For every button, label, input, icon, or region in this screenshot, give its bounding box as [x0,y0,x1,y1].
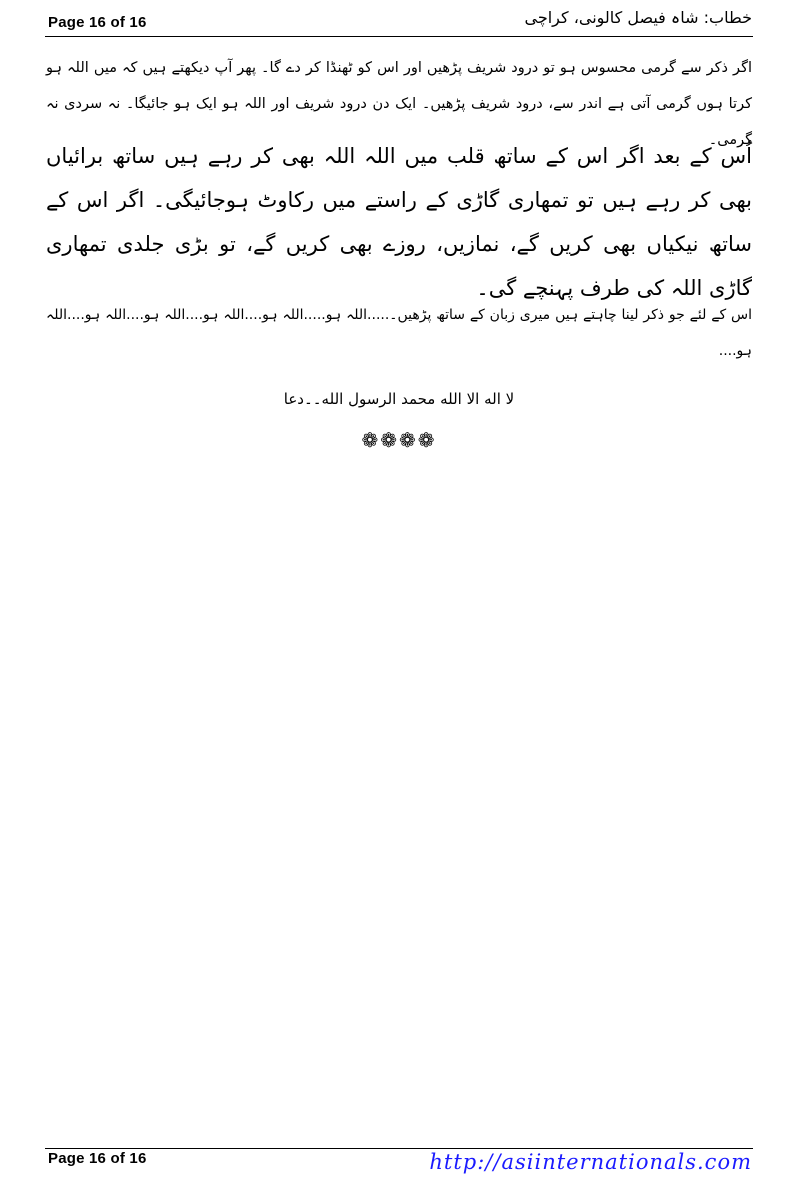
flower-ornament-icon: ❁❁❁❁ [361,428,437,452]
header-title: خطاب: شاہ فیصل کالونی، کراچی [524,8,752,27]
footer-website-link[interactable]: http://asiinternationals.com [429,1150,752,1174]
paragraph-2: اُس کے بعد اگر اس کے ساتھ قلب میں اللہ اللہ بھی کر رہے ہیں ساتھ برائیاں بھی کر رہے ہیں تو تمھاری گاڑی کے راستے میں رکاوٹ ہوجائیگی۔ اگر اس کے ساتھ نیکیاں بھی کریں گے، نمازیں، روزے بھی کریں گے، تو بڑی جلدی تمھاری گاڑی اللہ کی طرف پہنچے گی۔ [46,144,752,300]
footer-divider [45,1148,753,1149]
footer-page-number: Page 16 of 16 [48,1150,147,1167]
paragraph-3: اس کے لئے جو ذکر لینا چاہتے ہیں میری زبان کے ساتھ پڑھیں۔.....اللہ ہو.....اللہ ہو....اللہ ہو....اللہ ہو....اللہ ہو....اللہ ہو.... [46,307,752,359]
paragraph-1: اگر ذکر سے گرمی محسوس ہو تو درود شریف پڑھیں اور اس کو ٹھنڈا کر دے گا۔ پھر آپ دیکھتے ہیں کہ میں اللہ ہو کرتا ہوں گرمی آتی ہے اندر سے، درود شریف پڑھیں۔ ایک دن درود شریف اور اللہ ہو ایک ہو جائیگا۔ نہ سردی نہ گرمی۔ [46,60,752,148]
kalima-line: لا اله الا الله محمد الرسول الله۔۔دعا [283,390,515,408]
header-page-number: Page 16 of 16 [48,14,147,31]
header-divider [45,36,753,37]
